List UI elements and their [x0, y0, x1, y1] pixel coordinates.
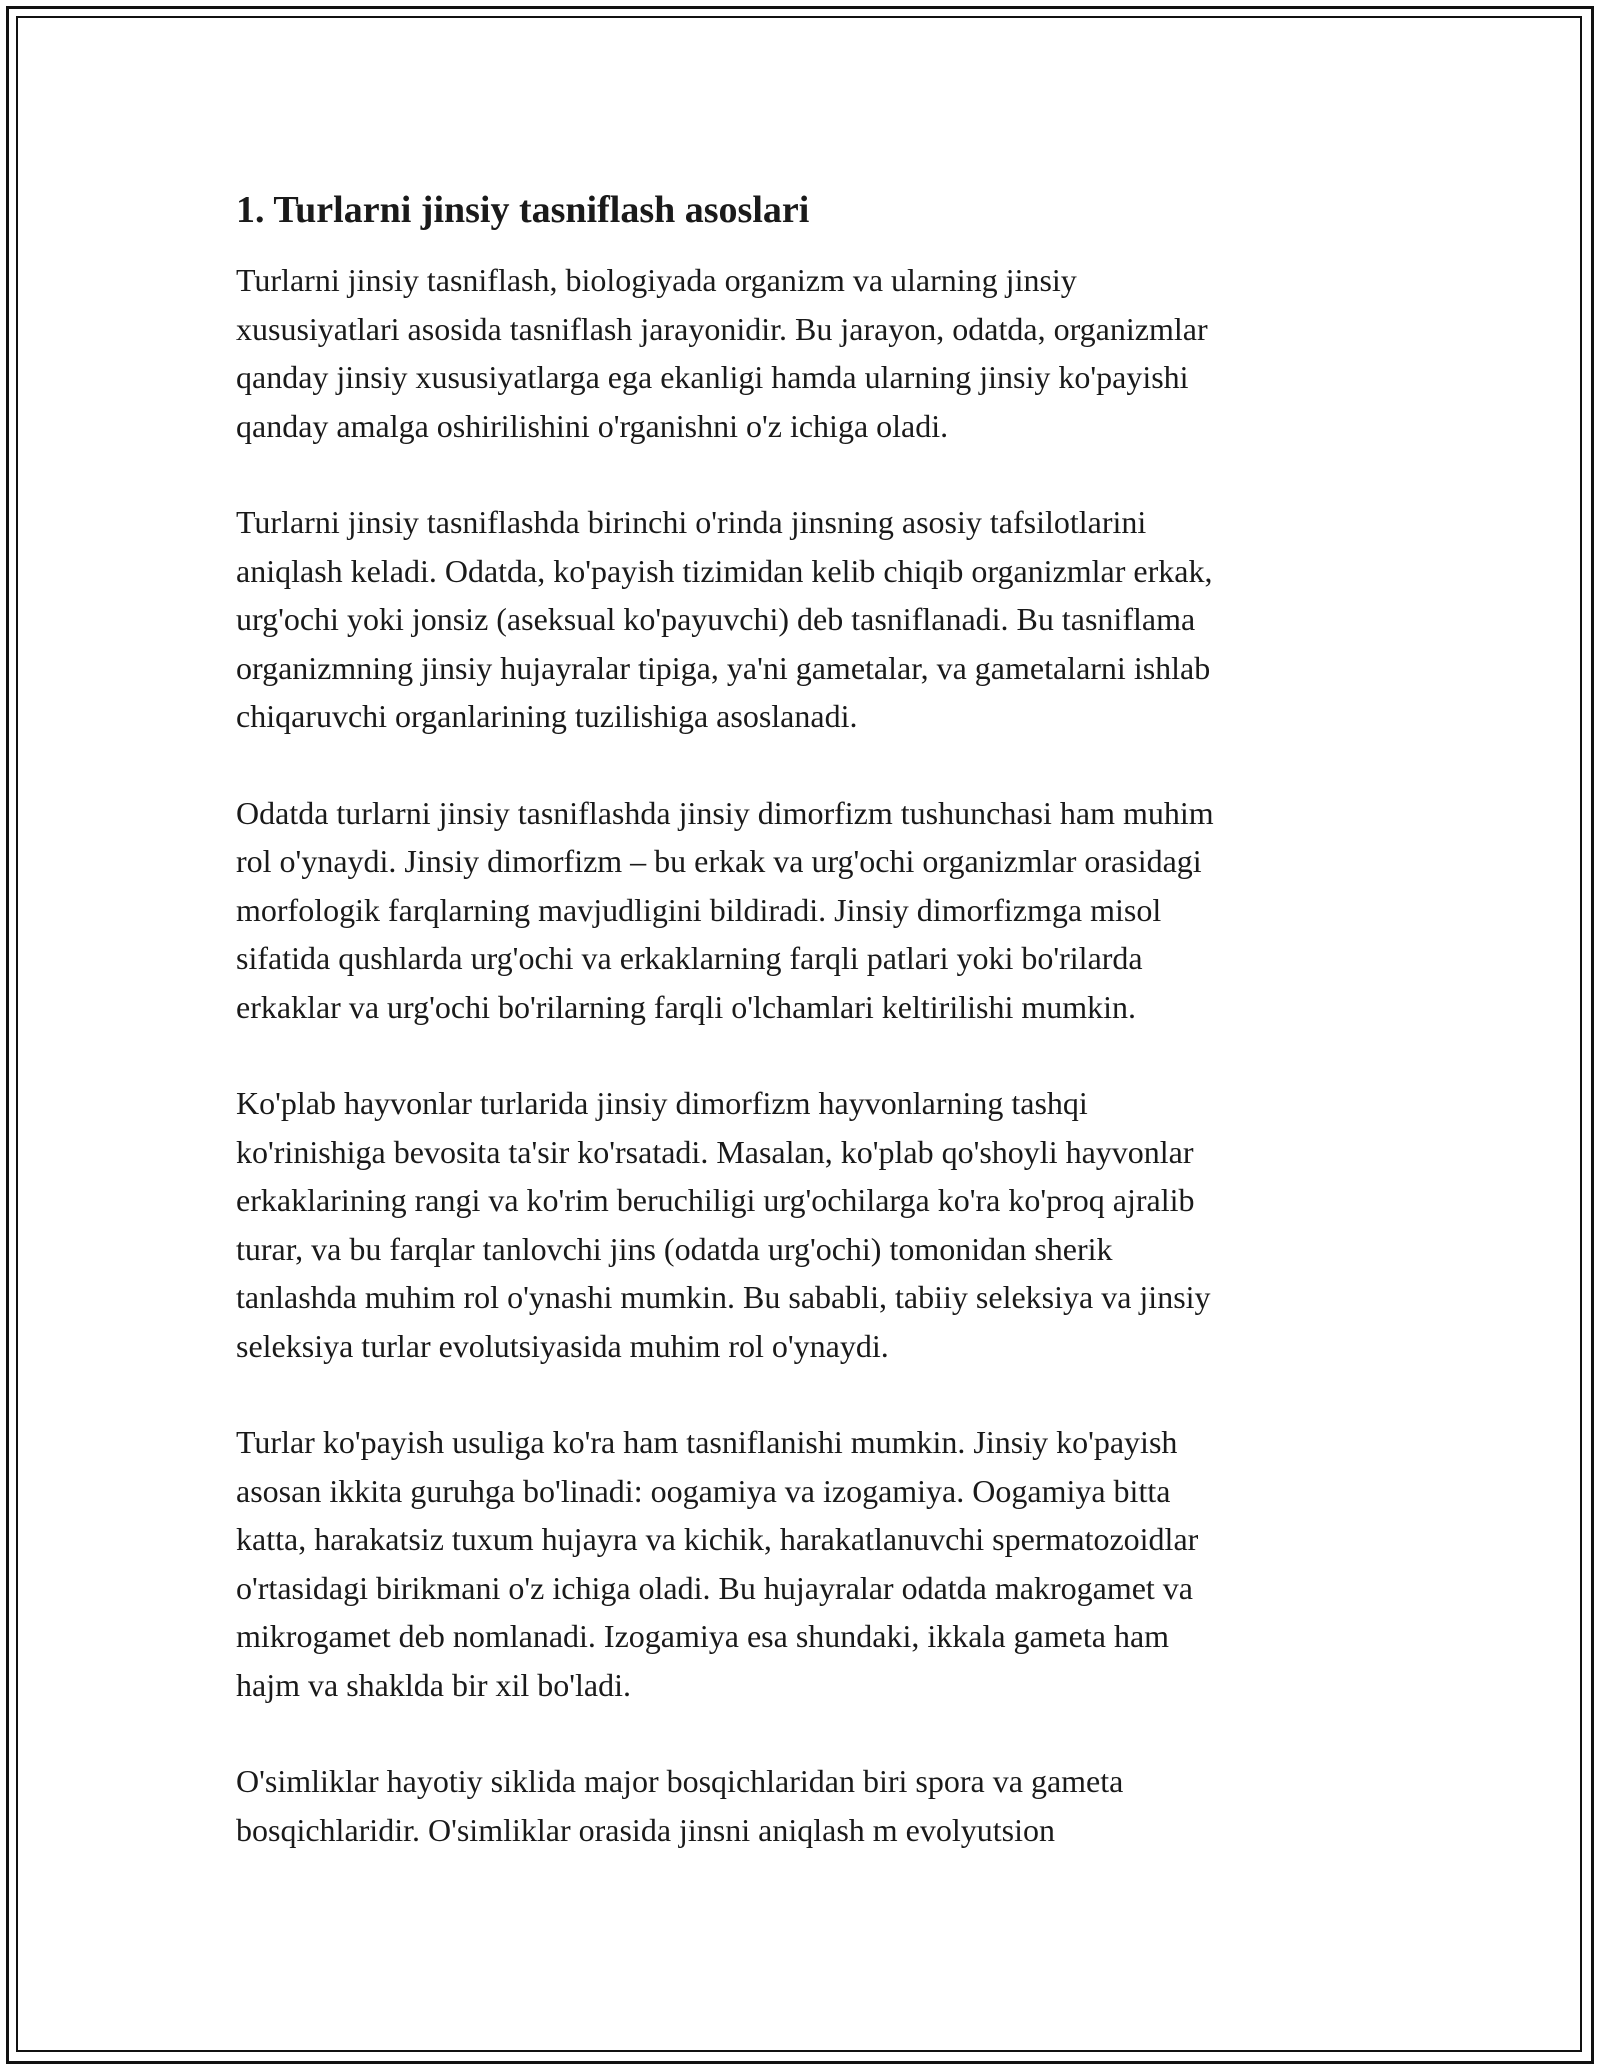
paragraph-line: erkaklar va urg'ochi bo'rilarning farqli o'lchamlari keltirilishi mumkin.: [236, 988, 1137, 1025]
paragraph-line: sifatida qushlarda urg'ochi va erkaklarning farqli patlari yoki bo'rilarda: [236, 940, 1143, 976]
paragraph-line: Turlarni jinsiy tasniflash, biologiyada organizm va ularning jinsiy: [236, 262, 1077, 298]
paragraph-line: asosan ikkita guruhga bo'linadi: oogamiya va izogamiya. Oogamiya bitta: [236, 1472, 1171, 1509]
paragraph: [236, 1757, 1366, 1854]
paragraph-line: rol o'ynaydi. Jinsiy dimorfizm – bu erkak va urg'ochi organizmlar orasidagi: [236, 843, 1202, 879]
paragraph-line: katta, harakatsiz tuxum hujayra va kichik, harakatlanuvchi spermatozoidlar: [236, 1521, 1199, 1557]
paragraph-line: Turlarni jinsiy tasniflashda birinchi o'rinda jinsning asosiy tafsilotlarini: [236, 504, 1147, 540]
paragraph-line: organizmning jinsiy hujayralar tipiga, ya'ni gametalar, va gametalarni ishlab: [236, 649, 1211, 686]
paragraph-line: qanday jinsiy xususiyatlarga ega ekanligi hamda ularning jinsiy ko'payishi: [236, 359, 1189, 395]
paragraph-list: [236, 256, 1366, 1854]
paragraph-line: ko'rinishiga bevosita ta'sir ko'rsatadi. Masalan, ko'plab qo'shoyli hayvonlar: [236, 1133, 1194, 1170]
paragraph-line: xususiyatlari asosida tasniflash jarayonidir. Bu jarayon, odatda, organizmlar: [236, 310, 1208, 347]
paragraph-line: hajm va shaklda bir xil bo'ladi.: [236, 1666, 632, 1703]
paragraph-line: seleksiya turlar evolutsiyasida muhim rol o'ynaydi.: [236, 1327, 889, 1364]
paragraph-line: aniqlash keladi. Odatda, ko'payish tizimidan kelib chiqib organizmlar erkak,: [236, 552, 1213, 589]
paragraph: [236, 1418, 1366, 1709]
paragraph-line: erkaklarining rangi va ko'rim beruchiligi urg'ochilarga ko'ra ko'proq ajralib: [236, 1182, 1195, 1218]
paragraph: [236, 256, 1366, 450]
paragraph-line: morfologik farqlarning mavjudligini bildiradi. Jinsiy dimorfizmga misol: [236, 891, 1162, 928]
paragraph-line: turar, va bu farqlar tanlovchi jins (odatda urg'ochi) tomonidan sherik: [236, 1230, 1113, 1267]
document-body: [236, 186, 1366, 1902]
paragraph: [236, 1079, 1366, 1370]
paragraph-line: chiqaruvchi organlarining tuzilishiga asoslanadi.: [236, 698, 858, 734]
paragraph-line: Odatda turlarni jinsiy tasniflashda jinsiy dimorfizm tushunchasi ham muhim: [236, 794, 1214, 831]
paragraph: [236, 498, 1366, 741]
paragraph-line: Ko'plab hayvonlar turlarida jinsiy dimorfizm hayvonlarning tashqi: [236, 1085, 1088, 1121]
paragraph-line: O'simliklar hayotiy siklida major bosqichlaridan biri spora va gameta: [236, 1763, 1124, 1799]
paragraph-line: bosqichlaridir. O'simliklar orasida jinsni aniqlash m evolyutsion: [236, 1811, 1055, 1848]
paragraph: [236, 789, 1366, 1032]
paragraph-line: qanday amalga oshirilishini o'rganishni o'z ichiga oladi.: [236, 407, 949, 444]
paragraph-line: mikrogamet deb nomlanadi. Izogamiya esa shundaki, ikkala gameta ham: [236, 1618, 1170, 1654]
paragraph-line: o'rtasidagi birikmani o'z ichiga oladi. Bu hujayralar odatda makrogamet va: [236, 1569, 1193, 1606]
section-heading: 1. Turlarni jinsiy tasniflash asoslari: [236, 189, 810, 231]
paragraph-line: Turlar ko'payish usuliga ko'ra ham tasniflanishi mumkin. Jinsiy ko'payish: [236, 1424, 1178, 1460]
paragraph-line: tanlashda muhim rol o'ynashi mumkin. Bu sababli, tabiiy seleksiya va jinsiy: [236, 1279, 1211, 1315]
paragraph-line: urg'ochi yoki jonsiz (aseksual ko'payuvchi) deb tasniflanadi. Bu tasniflama: [236, 601, 1196, 637]
